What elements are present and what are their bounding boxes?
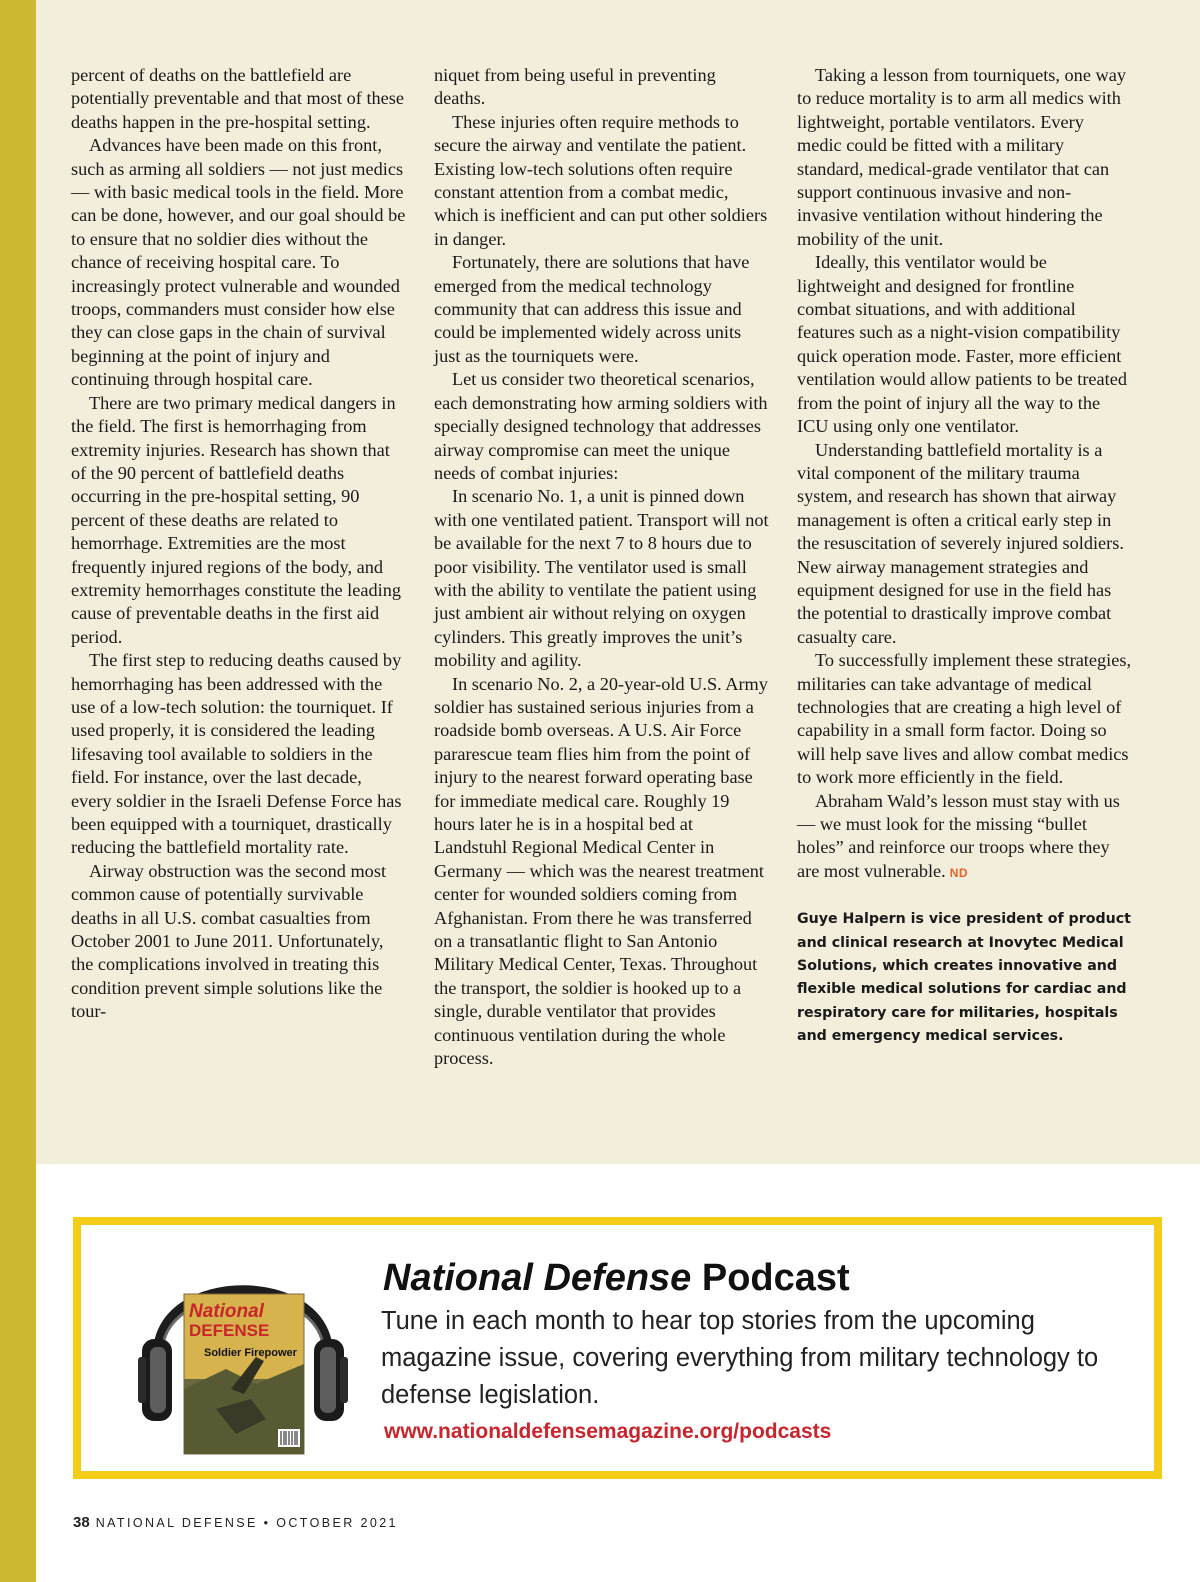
podcast-title-brand: National Defense [383,1257,692,1299]
paragraph: In scenario No. 2, a 20-year-old U.S. Army soldier has sustained serious injuries from a roadside bomb overseas. A U.S. Air Force pararescue team flies him from the point of injury to the nearest forward operating base for immediate medical care. Roughly 19 hours later he is in a hospital bed at Landstuhl Regional Medical Center in Germany — which was the nearest treatment center for wounded soldiers coming from Afghanistan. From there he was transferred on a transatlantic flight to San Antonio Military Medical Center, Texas. Throughout the transport, the soldier is hooked up to a single, durable ventilator that provides continuous ventilation during the whole process. [434,673,768,1069]
podcast-ad[interactable] [73,1217,1162,1479]
paragraph: Let us consider two theoretical scenarios, each demonstrating how arming soldiers with specially designed technology that addresses airway compromise can meet the unique needs of combat injuries: [434,369,768,483]
paragraph: niquet from being useful in preventing deaths. [434,65,716,109]
paragraph: Fortunately, there are solutions that have emerged from the medical technology community that can address this issue and could be implemented widely across units just as the tourniquets were. [434,252,750,366]
paragraph: percent of deaths on the battlefield are potentially preventable and that most of these deaths happen in the pre-hospital setting. [71,65,405,132]
headphones-magazine-icon [136,1239,351,1459]
cover-title-2: DEFENSE [189,1321,270,1340]
podcast-link[interactable]: www.nationaldefensemagazine.org/podcasts [384,1420,832,1443]
podcast-title-rest: Podcast [691,1257,850,1299]
podcast-title [383,1257,850,1300]
paragraph: Ideally, this ventilator would be lightweight and designed for frontline combat situations, and with additional features such as a night-vision compatibility quick operation mode. Faster, more efficient ventilation would allow patients to be treated from the point of injury all the way to the ICU using only one ventilator. [797,252,1127,437]
paragraph-text: Abraham Wald’s lesson must stay with us — we must look for the missing “bullet holes” and reinforce our troops where they are most vulnerable. [797,790,1120,881]
paragraph: To successfully implement these strategies, militaries can take advantage of medical technologies that are creating a high level of capability in a small form factor. Doing so will help save lives and allow combat medics to work more efficiently in the field. [797,650,1132,788]
page-footer [73,1514,398,1531]
paragraph: Airway obstruction was the second most common cause of potentially survivable deaths in all U.S. combat casualties from October 2001 to June 2011. Unfortunately, the complications involved in treating this condition prevent simple solutions like the tour- [71,860,387,1022]
article-column-1 [71,64,407,1024]
paragraph: Taking a lesson from tourniquets, one way to reduce mortality is to arm all medics with lightweight, portable ventilators. Every medic could be fitted with a military standard, medical-grade ventilator that can support continuous invasive and non-invasive ventilation without hindering the mobility of the unit. [797,65,1126,249]
article-column-3 [797,64,1132,1049]
cover-title-1: National [189,1301,264,1322]
paragraph-last [797,790,1132,886]
page-number: 38 [73,1514,90,1531]
paragraph: These injuries often require methods to secure the airway and ventilate the patient. Existing low-tech solutions often require constant attention from a combat medic, which is inefficient and can put other soldiers in danger. [434,111,768,249]
podcast-description: Tune in each month to hear top stories from the upcoming magazine issue, covering everything from military technology to defense legislation. [381,1307,1099,1409]
article-column-2 [434,64,769,1070]
paragraph: There are two primary medical dangers in the field. The first is hemorrhaging from extremity injuries. Research has shown that of the 90 percent of battlefield deaths occurring in the pre-hospital setting, 90 percent of these deaths are related to hemorrhage. Extremities are the most frequently injured regions of the body, and extremity hemorrhages constitute the leading cause of preventable deaths in the first aid period. [71,392,401,647]
author-bio: Guye Halpern is vice president of product and clinical research at Inovytec Medical Solutions, which creates innovative and flexible medical solutions for cardiac and respiratory care for militaries, hospitals and emergency medical services. [797,911,1131,1045]
paragraph: The first step to reducing deaths caused by hemorrhaging has been addressed with the use of a low-tech solution: the tourniquet. If used properly, it is considered the leading lifesaving tool available to soldiers in the field. For instance, over the last decade, every soldier in the Israeli Defense Force has been equipped with a tourniquet, drastically reducing the battlefield mortality rate. [71,650,402,858]
cover-headline: Soldier Firepower [204,1347,297,1359]
paragraph: In scenario No. 1, a unit is pinned down with one ventilated patient. Transport will not be available for the next 7 to 8 hours due to poor visibility. The ventilator used is small with the ability to ventilate the patient using just ambient air without relying on oxygen cylinders. This greatly improves the unit’s mobility and agility. [434,486,769,671]
left-accent-bar [0,0,36,1582]
paragraph: Understanding battlefield mortality is a vital component of the military trauma system, and research has shown that airway management is often a critical early step in the resuscitation of severely injured soldiers. New airway management strategies and equipment designed for use in the field has the potential to drastically improve combat casualty care. [797,439,1124,647]
paragraph: Advances have been made on this front, such as arming all soldiers — not just medics — with basic medical tools in the field. More can be done, however, and our goal should be to ensure that no soldier dies without the chance of receiving hospital care. To increasingly protect vulnerable and wounded troops, commanders must consider how else they can close gaps in the chain of survival beginning at the point of injury and continuing through hospital care. [71,135,406,390]
end-mark: ND [949,865,969,880]
footer-text: NATIONAL DEFENSE • OCTOBER 2021 [95,1516,398,1530]
